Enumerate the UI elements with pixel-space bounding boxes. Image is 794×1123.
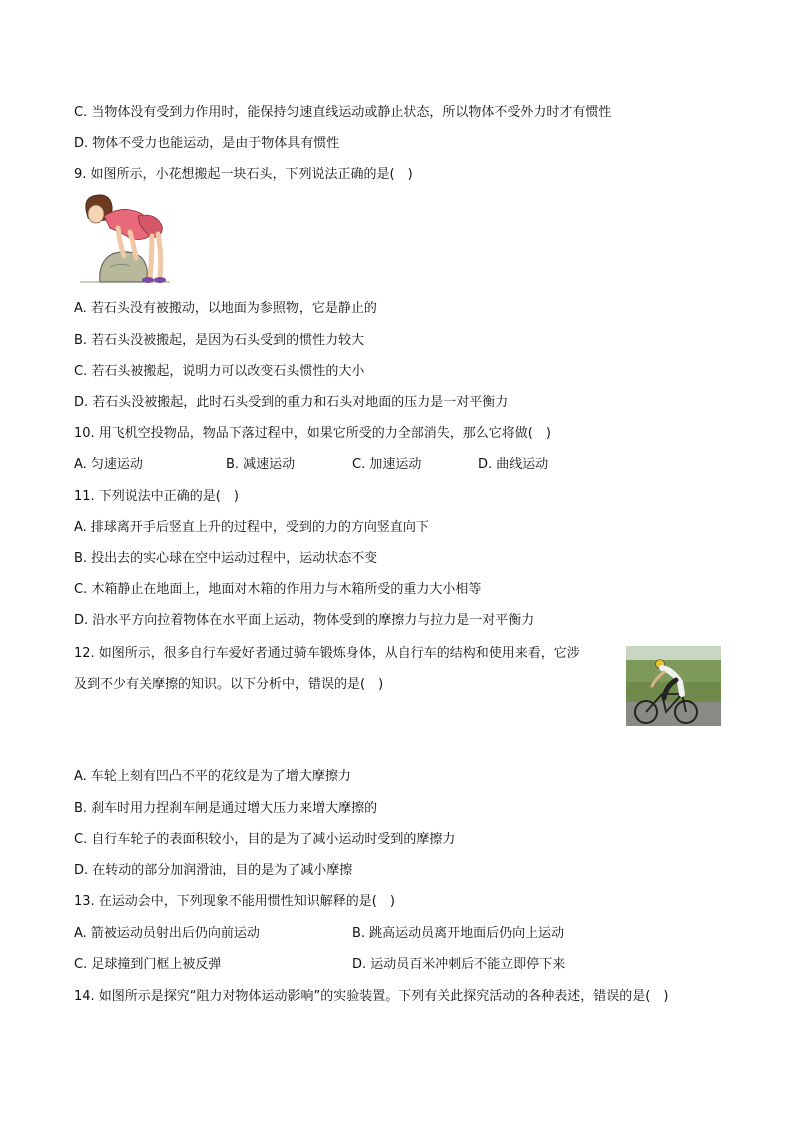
q9-option-b: B. 若石头没被搬起，是因为石头受到的惯性力较大 <box>74 333 365 348</box>
girl-lifting-stone-illustration <box>80 192 170 288</box>
q11-option-d: D. 沿水平方向拉着物体在水平面上运动，物体受到的摩擦力与拉力是一对平衡力 <box>74 613 535 628</box>
q13-option-a: A. 箭被运动员射出后仍向前运动 <box>74 926 260 941</box>
q8-option-d: D. 物体不受力也能运动，是由于物体具有惯性 <box>74 136 340 151</box>
question-10: 10. 用飞机空投物品，物品下落过程中，如果它所受的力全部消失，那么它将做( ) <box>74 426 551 441</box>
q10-option-c: C. 加速运动 <box>352 457 422 472</box>
q8-option-c: C. 当物体没有受到力作用时，能保持匀速直线运动或静止状态，所以物体不受外力时才有惯性 <box>74 105 612 120</box>
q12-option-c: C. 自行车轮子的表面积较小，目的是为了减小运动时受到的摩擦力 <box>74 832 456 847</box>
q9-option-c: C. 若石头被搬起，说明力可以改变石头惯性的大小 <box>74 364 365 379</box>
q13-option-d: D. 运动员百米冲刺后不能立即停下来 <box>352 957 566 972</box>
q11-option-b: B. 投出去的实心球在空中运动过程中，运动状态不变 <box>74 551 378 566</box>
q9-option-a: A. 若石头没有被搬动，以地面为参照物，它是静止的 <box>74 301 377 316</box>
q10-option-d: D. 曲线运动 <box>478 457 549 472</box>
question-12-line-2: 及到不少有关摩擦的知识。以下分析中，错误的是( ) <box>74 677 384 692</box>
q12-option-d: D. 在转动的部分加润滑油，目的是为了减小摩擦 <box>74 863 353 878</box>
q13-option-c: C. 足球撞到门框上被反弹 <box>74 957 222 972</box>
q13-option-b: B. 跳高运动员离开地面后仍向上运动 <box>352 926 565 941</box>
question-13: 13. 在运动会中，下列现象不能用惯性知识解释的是( ) <box>74 894 395 909</box>
q11-option-c: C. 木箱静止在地面上，地面对木箱的作用力与木箱所受的重力大小相等 <box>74 582 482 597</box>
question-12-line-1: 12. 如图所示，很多自行车爱好者通过骑车锻炼身体，从自行车的结构和使用来看，它涉 <box>74 646 580 661</box>
q11-option-a: A. 排球离开手后竖直上升的过程中，受到的力的方向竖直向下 <box>74 520 429 535</box>
q10-option-b: B. 减速运动 <box>226 457 296 472</box>
q10-option-a: A. 匀速运动 <box>74 457 143 472</box>
question-14: 14. 如图所示是探究“阻力对物体运动影响”的实验装置。下列有关此探究活动的各种表述，错误的是( ) <box>74 989 669 1004</box>
q12-option-b: B. 刹车时用力捏刹车闸是通过增大压力来增大摩擦的 <box>74 801 378 816</box>
question-9: 9. 如图所示，小花想搬起一块石头，下列说法正确的是( ) <box>74 167 413 182</box>
q12-option-a: A. 车轮上刻有凹凸不平的花纹是为了增大摩擦力 <box>74 769 351 784</box>
question-11: 11. 下列说法中正确的是( ) <box>74 489 239 504</box>
cyclist-photo <box>626 646 721 726</box>
q9-option-d: D. 若石头没被搬起，此时石头受到的重力和石头对地面的压力是一对平衡力 <box>74 395 509 410</box>
